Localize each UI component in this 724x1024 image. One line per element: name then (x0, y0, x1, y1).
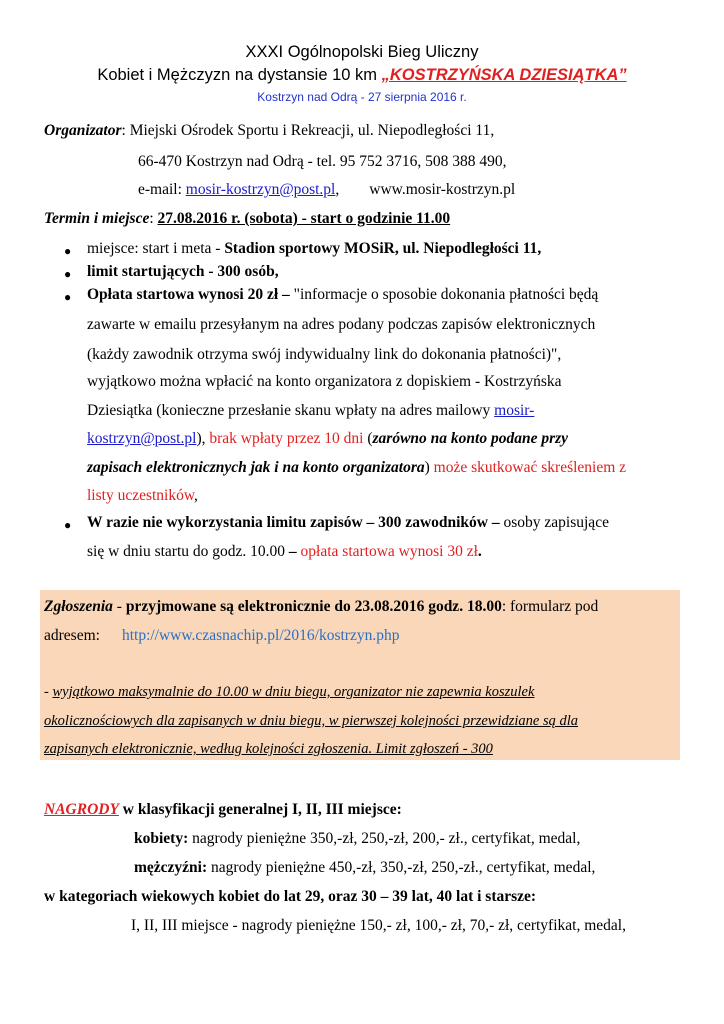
term-value: 27.08.2016 r. (sobota) - start o godzinie 11.00 (157, 210, 451, 227)
term-label: Termin i miejsce (44, 210, 150, 227)
fee-end-comma: , (194, 487, 198, 504)
men-text: nagrody pieniężne 450,-zł, 350,-zł, 250,-zł., certyfikat, medal, (207, 859, 596, 876)
fee-warning-red: brak wpłaty przez 10 dni (209, 430, 364, 447)
onsite-rest: osoby zapisujące (499, 514, 609, 531)
event-name: „KOSTRZYŃSKA DZIESIĄTKA” (381, 66, 627, 84)
registration-label: Zgłoszenia (44, 598, 113, 615)
fee-note-bold-italic-cont: zapisach elektronicznych jak i na konto organizatora (87, 459, 425, 476)
women-label: kobiety: (134, 830, 189, 847)
event-subtitle: Kostrzyn nad Odrą - 27 sierpnia 2016 r. (257, 90, 467, 104)
registration-bold: przyjmowane są elektronicznie do 23.08.2016 godz. 18.00 (125, 598, 502, 615)
fee-consequence-red: może skutkować skreśleniem z (433, 459, 627, 476)
organizer-name: Miejski Ośrodek Sportu i Rekreacji, ul. Niepodległości 11, (129, 122, 495, 139)
note-dash: - (44, 684, 53, 700)
registration-address-label: adresem: (44, 627, 100, 644)
onsite-bold: W razie nie wykorzystania limitu zapisów – 300 zawodników – (87, 514, 500, 531)
organizer-email-link[interactable]: mosir-kostrzyn@post.pl (185, 181, 336, 198)
fee-paren-open: ( (363, 430, 373, 447)
note-text-cont: okolicznościowych dla zapisanych w dniu biegu, w pierwszej kolejności przewidziane są dla (44, 713, 579, 729)
registration-dash: - (112, 598, 126, 615)
prizes-heading (44, 801, 402, 819)
bullet-item-limit (87, 263, 279, 281)
bullet-fee-line4: wyjątkowo można wpłacić na konto organizatora z dopiskiem - Kostrzyńska (87, 373, 562, 390)
prizes-label: NAGRODY (44, 801, 119, 818)
bullet-fee-line6 (87, 430, 568, 448)
fee-paren-close: ) (424, 459, 434, 476)
page-title-line2 (0, 66, 724, 85)
prizes-women (134, 830, 580, 848)
organizer-website: www.mosir-kostrzyn.pl (369, 181, 516, 198)
fee-line5-text: Dziesiątka (konieczne przesłanie skanu wpłaty na adres mailowy (87, 402, 495, 419)
bullet-limit-text: limit startujących - 300 osób, (87, 263, 279, 280)
bullet-fee-line5 (87, 402, 534, 420)
email-comma: , (335, 181, 340, 198)
bullet-fee-line8 (87, 487, 198, 505)
fee-bold: Opłata startowa wynosi 20 zł – (87, 286, 290, 303)
organizer-line2: 66-470 Kostrzyn nad Odrą - tel. 95 752 3716, 508 388 490, (138, 153, 507, 170)
prizes-men (134, 859, 595, 877)
bullet-item-place (87, 240, 541, 258)
fee-consequence-red-cont: listy uczestników (87, 487, 195, 504)
prizes-heading-text: w klasyfikacji generalnej I, II, III miejsce: (118, 801, 402, 818)
fee-email-link-cont[interactable]: kostrzyn@post.pl (87, 430, 197, 447)
onsite-fee-red: opłata startowa wynosi 30 zł (296, 543, 478, 560)
bullet-place-bold: Stadion sportowy MOSiR, ul. Niepodległości 11, (224, 240, 542, 257)
registration-url-link[interactable]: http://www.czasnachip.pl/2016/kostrzyn.php (121, 627, 400, 644)
page-title: XXXI Ogólnopolski Bieg Uliczny (245, 43, 479, 61)
bullet-dot-icon: ● (64, 244, 72, 258)
organizer-line3 (138, 181, 515, 199)
email-prefix: e-mail: (138, 181, 186, 198)
bullet-fee-line3: (każdy zawodnik otrzyma swój indywidualny link do dokonania płatności)", (87, 346, 562, 363)
women-text: nagrody pieniężne 350,-zł, 250,-zł, 200,- zł., certyfikat, medal, (188, 830, 581, 847)
note-text: wyjątkowo maksymalnie do 10.00 w dniu biegu, organizator nie zapewnia koszulek (52, 684, 535, 700)
bullet-fee-line7 (87, 459, 626, 477)
title-prefix: Kobiet i Mężczyzn na dystansie 10 km (97, 66, 382, 84)
fee-note-bold-italic: zarówno na konto podane przy (372, 430, 569, 447)
bullet-dot-icon: ● (64, 267, 72, 281)
men-label: mężczyźni: (134, 859, 208, 876)
registration-line1 (44, 598, 598, 616)
prizes-age-heading (44, 888, 536, 906)
registration-line2 (44, 627, 399, 645)
onsite-dash: – (288, 543, 297, 560)
bullet-fee-line1 (87, 286, 680, 304)
note-text-end: zapisanych elektronicznie, według kolejności zgłoszenia. Limit zgłoszeń - 300 (44, 741, 493, 757)
onsite-text: się w dniu startu do godz. 10.00 (87, 543, 289, 560)
registration-note-line2 (44, 713, 578, 730)
age-heading-text: w kategoriach wiekowych kobiet do lat 29, oraz 30 – 39 lat, 40 lat i starsze: (44, 888, 537, 905)
registration-rest: : formularz pod (501, 598, 599, 615)
organizer-label: Organizator (44, 122, 122, 139)
bullet-place-text: miejsce: start i meta - (87, 240, 225, 257)
term-line: Termin i miejsce: 27.08.2016 r. (sobota) - start o godzinie 11.00 (44, 210, 451, 227)
bullet-dot-icon: ● (64, 290, 72, 304)
fee-rest: "informacje o sposobie dokonania płatności będą (289, 286, 599, 303)
fee-comma: ), (196, 430, 210, 447)
prizes-age-text: I, II, III miejsce - nagrody pieniężne 150,- zł, 100,- zł, 70,- zł, certyfikat, medal, (131, 917, 626, 934)
bullet-dot-icon: ● (64, 518, 72, 532)
bullet-fee-line2: zawarte w emailu przesyłanym na adres podany podczas zapisów elektronicznych (87, 316, 596, 333)
onsite-period: . (477, 543, 482, 560)
registration-note-line3 (44, 741, 493, 758)
fee-email-link[interactable]: mosir- (494, 402, 535, 419)
bullet-onsite-line1 (87, 514, 609, 532)
registration-note-line1 (44, 684, 534, 701)
organizer-line1: Organizator: Miejski Ośrodek Sportu i Rekreacji, ul. Niepodległości 11, (44, 122, 495, 139)
bullet-onsite-line2 (87, 543, 482, 561)
